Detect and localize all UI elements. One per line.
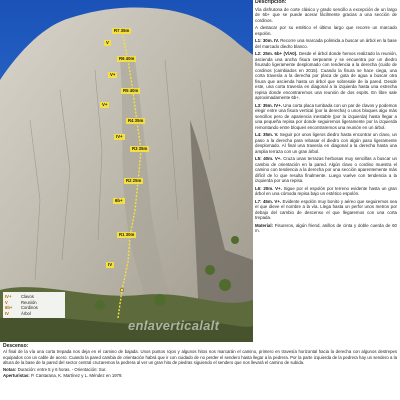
legend-item: V Reunión	[5, 299, 37, 305]
openers-label: Aperturistas:	[3, 373, 30, 379]
pitch-label: R7 35m	[114, 28, 130, 33]
pitch-label: L2: 25m. 6b+ (V/A0).	[255, 51, 298, 56]
openers-line	[3, 373, 397, 378]
pitch-label: L1: 30m. IV.	[255, 38, 280, 43]
legend-item: 6b+ Cordinos	[5, 305, 38, 311]
grade-label: 6b+	[115, 198, 123, 203]
descent-section	[3, 344, 397, 379]
material-label: Material:	[255, 222, 274, 228]
pitch-text: Recorre una marcada polimida a buscar un árbol en la base del marcado diedro blanco.	[255, 38, 397, 49]
grade-label: V+	[110, 72, 116, 77]
grade-label: V	[106, 40, 109, 45]
pitch-label: R2 25m	[126, 178, 142, 183]
pitch-text: Cruza unas terrazas herbosas muy sencillas a buscar un cambio de orientación en la pared. Algún clavo o cordino muestra el camino con tendencia a la derecha por una sección aparentemente más difícil de lo que resulta finalmente. Luego vuelve con tendencia a la izquierda por una repisa.	[255, 156, 397, 183]
pitch-item	[255, 186, 397, 197]
pitch-label: R1 30m	[119, 232, 135, 237]
pitch-item	[255, 132, 397, 154]
material-text: Fisureros, algún friend, anillos de cinta y doble cuerda de 60 m.	[255, 222, 397, 233]
material-item	[255, 223, 397, 234]
pitch-item	[255, 199, 397, 221]
pitch-label: R6 40m	[119, 56, 135, 61]
legend-item: IV+ Clavos	[5, 294, 34, 299]
description-title: Descripción:	[255, 0, 287, 5]
pitch-text: Desde el árbol donde hemos realizado la reunión, ascienda una anchа fisura serpeante y se encuentra por un diedro fisurado ligeramente desplomado con tendencia a la derecha (cuido de cordinos (cambiados en 2015). Cuando la fisura se hace ciega, una corta travesía a la derecha por placa de gota de agua a buscar otra fisura que ascienda hasta un árbol que sobresale de la pared. Desde este, una corta travesía en diagonal a la izquierda hasta una estrecha repisa donde encontraremos una reunión de dos espits. En libre sale aproximadamente 6b+.	[255, 51, 397, 100]
description-intro: Vía disfrutona de corte clásico y grado sencillo a excepción de un largo de 6b+ que se puede acerar fácilmente gracias a una sección de cordinos.	[255, 6, 397, 23]
pitch-item	[255, 38, 397, 49]
pitch-label: L4: 35m. V.	[255, 132, 279, 137]
route-description	[255, 0, 397, 340]
notes-text: Duración: entre 5 y 6 horas. - Orientación: Sur.	[17, 366, 107, 372]
pitch-label: L5: 40m. V+.	[255, 156, 282, 161]
pitch-label: L6: 20m. V+.	[255, 185, 282, 191]
pitch-label: L7: 45m. V+.	[255, 198, 282, 204]
grade-label: V+	[102, 102, 108, 107]
pitch-item	[255, 51, 397, 101]
descent-title: Descenso:	[3, 343, 29, 349]
notes-label: Notas:	[3, 366, 17, 372]
grade-label: IV+	[116, 134, 123, 139]
openers-text: P. Cantarana, K. Martínez y L. Méndez en 1979.	[30, 373, 123, 379]
pitch-item	[255, 156, 397, 184]
watermark: enlaverticalalt	[128, 318, 220, 333]
grade-label: IV	[108, 262, 113, 267]
pitch-label: R5 40m	[123, 88, 139, 93]
pitch-label: R4 35m	[128, 118, 144, 123]
legend-item: IV Árbol	[5, 310, 31, 316]
pitch-label: R3 35m	[132, 146, 148, 151]
topo-legend	[3, 292, 65, 318]
pitch-text: Evidente espolón muy bonito y aéreo que seguiremos sea el que dieve el nombre a la vía. Llega hasta un perfor unos metros por debajo del cambio de descenso el que llegaremos con una corta trepada.	[255, 198, 397, 220]
pitch-text: Seguir por unos ligeros diedro hasta encontrar un clavo, un paso a la derecha para rebasar el diedro con algún paso ligeramente desplomado. Al final una travesía en diagonal a la derecha hasta una amplia terraza con un gran árbol.	[255, 132, 397, 154]
descent-text: Al final de la vía una corta trepada nos deja en el camino de bajada. Unos puntos rojos y algunos hitos nos marcarán el camino, primero en travesía horizontal hacia la derecha con algunos destrepes equipados con un cable de acero. Cuando la pared cambia de orientación habrá que ir con cuidado de no perder el sendero hasta llegar a la pedrera. Por la parte izquierda de la pedrera hay un sendero a la altura de la base de la pared del sector central cruzaremos la pedrera al ver un gran hito de piedras siguiendo el sendero que nos llevará el camino de subida.	[3, 349, 397, 366]
notes-line	[3, 367, 397, 372]
pitch-text: Sigue por el espolón por terreno evidente hasta un gran árbol en una cómoda repisa bajo un estético espolón.	[255, 185, 397, 196]
pitch-label: L3: 35m. IV+.	[255, 102, 283, 108]
description-highlight: A destacar por su estético el último largo que recorre un marcado espolón.	[255, 25, 397, 36]
pitch-item	[255, 103, 397, 131]
pitch-text: Una corta placa tumbada con un par de clavos y podemos elegir entre una fisura vertical (por la derecha) o unos bloques algo más sencillos pero de apariencia inestable (por la izquierda) hasta llegar a una pequeña repisa por donde seguiremos ligeramente por la izquierda remontando entre bloques encontraremos una reunión en un árbol.	[255, 102, 397, 130]
